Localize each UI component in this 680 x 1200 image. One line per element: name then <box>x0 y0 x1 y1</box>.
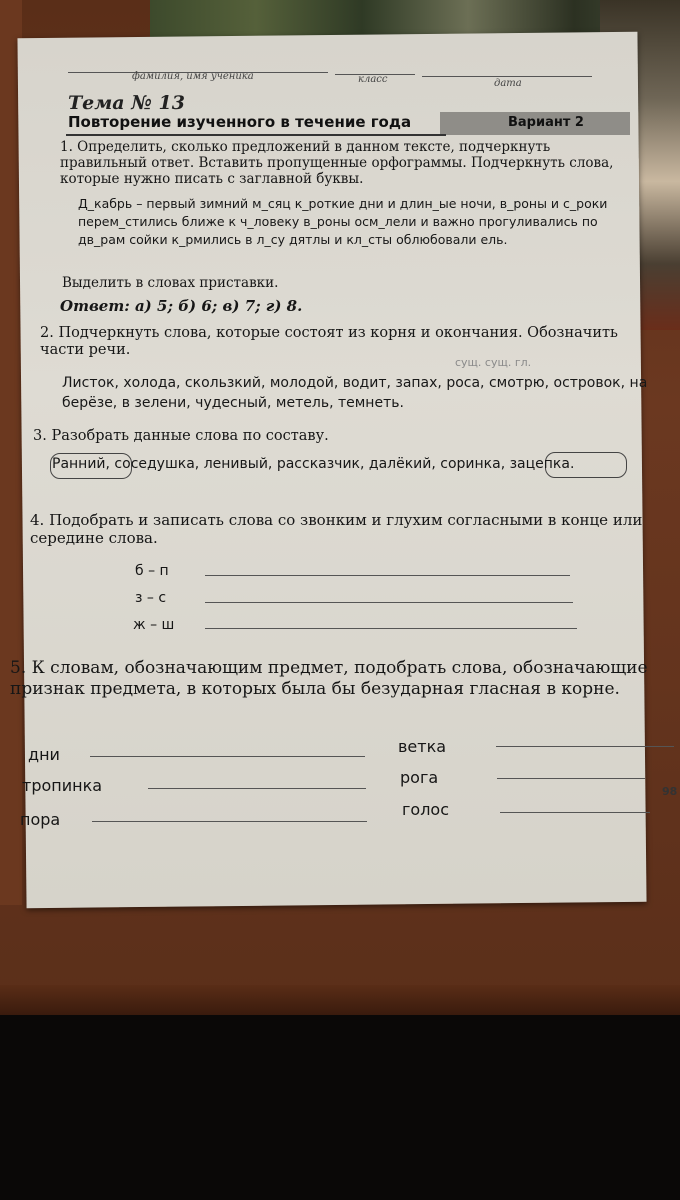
class-label: класс <box>358 74 388 85</box>
task-3-words: Ранний, соседушка, ленивый, рассказчик, далёкий, соринка, зацепка. <box>52 456 575 472</box>
pair-label: б – п <box>135 563 169 579</box>
floor-shadow <box>0 1015 680 1200</box>
topic-number: Тема № 13 <box>68 92 185 114</box>
variant-label: Вариант 2 <box>508 115 584 130</box>
task-2-words: Листок, холода, скользкий, молодой, водит, запах, роса, смотрю, островок, на берёзе, в зелени, чудесный, метель, темнеть. <box>62 375 648 412</box>
answer-line <box>148 788 366 789</box>
answer-line <box>205 628 577 629</box>
task-2-text: 2. Подчеркнуть слова, которые состоят из корня и окончания. Обозначить части речи. <box>40 325 618 359</box>
task-5-text: 5. К словам, обозначающим предмет, подобрать слова, обозначающие признак предмета, в которых была бы безударная гласная в корне. <box>10 658 648 700</box>
noun-word: голос <box>402 800 450 819</box>
answer-line <box>92 821 367 822</box>
pair-label: ж – ш <box>133 617 175 633</box>
pencil-notes: сущ. сущ. гл. <box>455 356 532 369</box>
answer-line <box>205 575 570 576</box>
answer-line <box>497 778 645 779</box>
noun-word: дни <box>28 745 60 764</box>
noun-word: рога <box>400 768 439 787</box>
answer-line <box>205 602 573 603</box>
page-number: 98 <box>662 785 678 798</box>
answer-line <box>500 812 650 813</box>
noun-word: пора <box>20 810 61 829</box>
task-4-text: 4. Подобрать и записать слова со звонким и глухим согласными в конце или середине слова. <box>30 511 643 547</box>
topic-title: Повторение изученного в течение года <box>68 113 412 131</box>
task-1-answer-options: Ответ: а) 5; б) 6; в) 7; г) 8. <box>60 297 303 315</box>
title-rule <box>66 134 446 136</box>
name-label: фамилия, имя ученика <box>132 71 254 82</box>
answer-line <box>496 746 674 747</box>
answer-line <box>90 756 365 757</box>
task-1-passage: Д_кабрь – первый зимний м_сяц к_роткие дни и длин_ые ночи, в_роны и с_роки перем_стились ближе к ч_ловеку в_роны осм_лели и важно прогуливались по дв_рам сойки к_рмились в л_су дятлы и кл_сты облюбовали ель. <box>78 196 608 248</box>
noun-word: ветка <box>398 737 447 756</box>
task-1-text: 1. Определить, сколько предложений в данном тексте, подчеркнуть правильный ответ. Вставить пропущенные орфограммы. Подчеркнуть слова, которые нужно писать с заглавной буквы. <box>60 139 614 187</box>
table-edge <box>0 985 680 1015</box>
noun-word: тропинка <box>22 776 103 795</box>
date-label: дата <box>494 78 522 89</box>
task-1-prefix-instruction: Выделить в словах приставки. <box>62 275 279 291</box>
task-3-text: 3. Разобрать данные слова по составу. <box>33 428 329 444</box>
date-line <box>422 76 592 77</box>
pair-label: з – с <box>135 590 167 606</box>
